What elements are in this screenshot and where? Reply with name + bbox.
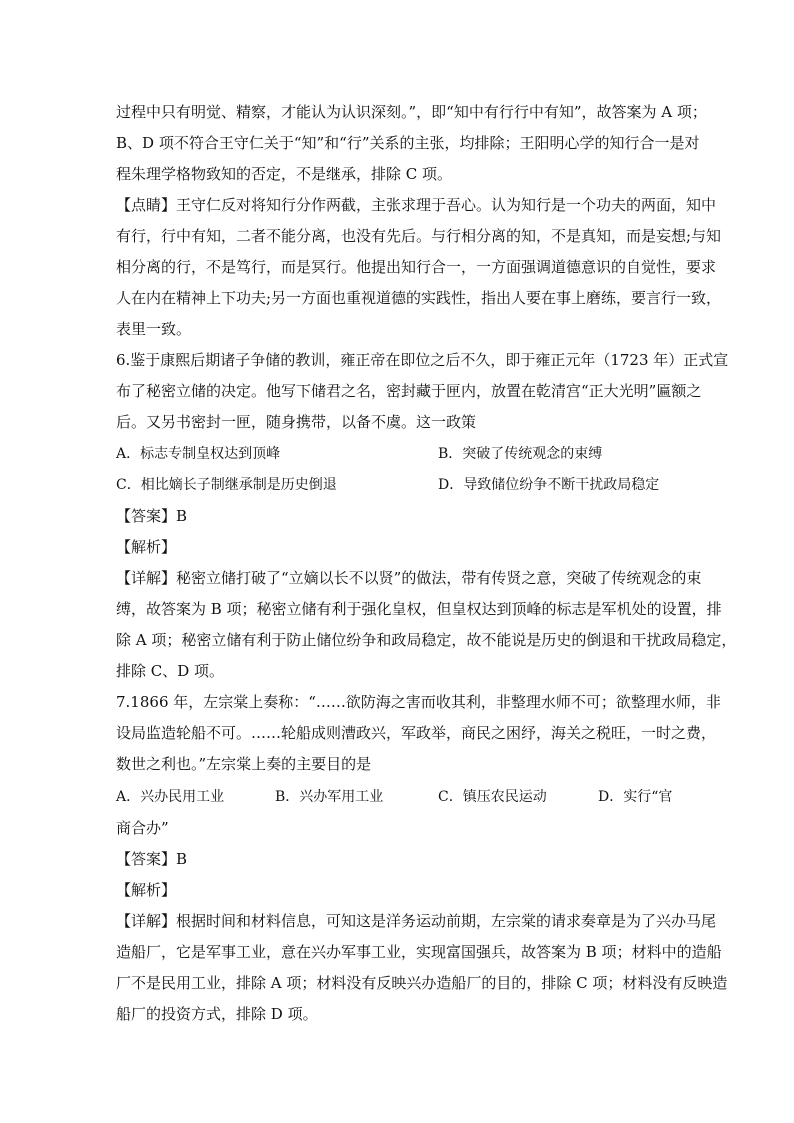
text-line: 有行，行中有知，二者不能分离，也没有先后。与行相分离的知，不是真知，而是妄想;与知 — [116, 227, 722, 245]
text-line: B、D 项不符合王守仁关于“知”和“行”关系的主张，均排除；王阳明心学的知行合一是对 — [116, 134, 700, 152]
q6-option-d: D．导致储位纷争不断干扰政局稳定 — [438, 477, 660, 493]
q6-option-b: B．突破了传统观念的束缚 — [438, 446, 603, 462]
question-6-stem: 后。又另书密封一匣，随身携带，以备不虞。这一政策 — [116, 413, 477, 431]
text-line: 相分离的行，不是笃行，而是冥行。他提出知行合一，一方面强调道德意识的自觉性，要求 — [116, 258, 717, 276]
q7-detail: 【详解】根据时间和材料信息，可知这是洋务运动前期，左宗棠的请求奏章是为了兴办马尾 — [116, 912, 717, 930]
q7-option-d: D．实行“官 — [598, 789, 673, 805]
q6-detail: 除 A 项；秘密立储有利于防止储位纷争和政局稳定，故不能说是历史的倒退和干扰政局稳定， — [116, 631, 737, 649]
question-7-stem: 7.1866 年，左宗棠上奏称：“……欲防海之害而收其利，非整理水师不可；欲整理水师，非 — [116, 693, 721, 711]
q6-detail: 【详解】秘密立储打破了“立嫡以长不以贤”的做法，带有传贤之意，突破了传统观念的束 — [116, 569, 702, 587]
text-line: 人在内在精神上下功夫;另一方面也重视道德的实践性，指出人要在事上磨练，要言行一致， — [116, 289, 722, 307]
q6-detail: 缚，故答案为 B 项；秘密立储有利于强化皇权，但皇权达到顶峰的标志是军机处的设置，排 — [116, 600, 722, 618]
question-6-stem: 布了秘密立储的决定。他写下储君之名，密封藏于匣内，放置在乾清宫“正大光明”匾额之 — [116, 382, 702, 400]
q7-detail: 船厂的投资方式，排除 D 项。 — [116, 1005, 318, 1023]
q7-detail: 造船厂，它是军事工业，意在兴办军事工业，实现富国强兵，故答案为 B 项；材料中的造船 — [116, 943, 722, 961]
question-7-stem: 设局监造轮船不可。……轮船成则漕政兴，军政举，商民之困纾，海关之税旺，一时之费， — [116, 724, 717, 742]
q7-detail: 厂不是民用工业，排除 A 项；材料没有反映兴办造船厂的目的，排除 C 项；材料没有反映造 — [116, 974, 728, 992]
text-line: 程朱理学格物致知的否定，不是继承，排除 C 项。 — [116, 165, 453, 183]
q7-option-c: C．镇压农民运动 — [438, 789, 547, 805]
q6-answer: 【答案】B — [116, 507, 188, 525]
q7-answer: 【答案】B — [116, 850, 188, 868]
text-line: 表里一致。 — [116, 320, 192, 338]
q7-option-a: A．兴办民用工业 — [116, 789, 225, 805]
q7-analysis-label: 【解析】 — [116, 881, 177, 899]
q6-option-c: C．相比嫡长子制继承制是历史倒退 — [116, 477, 337, 493]
question-7-stem: 数世之利也。”左宗棠上奏的主要目的是 — [116, 755, 372, 773]
q7-option-d-wrap: 商合办” — [116, 819, 169, 837]
text-line: 过程中只有明觉、精察，才能认为认识深刻。”，即“知中有行行中有知”，故答案为 A 项； — [116, 103, 707, 121]
q6-detail: 排除 C、D 项。 — [116, 662, 225, 680]
q7-option-b: B．兴办军用工业 — [275, 789, 384, 805]
q6-option-a: A．标志专制皇权达到顶峰 — [116, 446, 281, 462]
text-line: 【点睛】王守仁反对将知行分作两截，主张求理于吾心。认为知行是一个功夫的两面，知中 — [116, 196, 717, 214]
q6-analysis-label: 【解析】 — [116, 538, 177, 556]
question-6-stem: 6.鉴于康熙后期诸子争储的教训，雍正帝在即位之后不久，即于雍正元年（1723 年）正式宣 — [116, 351, 729, 369]
